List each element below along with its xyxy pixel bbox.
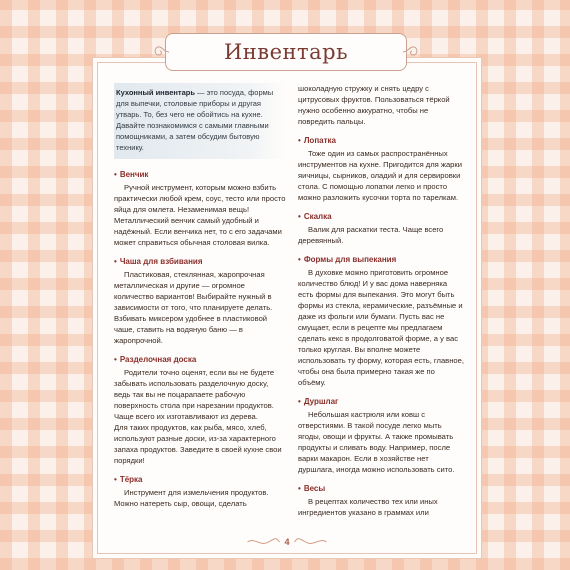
title-banner: [165, 33, 407, 71]
item-heading-bowl: • Чаша для взбивания: [114, 257, 203, 266]
flourish-right-icon: [402, 43, 420, 61]
intro-text: — это посуда, формы для выпечки, столовые приборы и другая утварь. То, без чего не обойтись на кухне. Давайте познакомимся с самыми главными помощниками, а затем обсудим бытовую технику.: [116, 88, 274, 152]
page-title: Инвентарь: [223, 40, 349, 64]
item-text-grater: Инструмент для измельчения продуктов. Можно натереть сыр, овощи, сделать: [114, 488, 269, 508]
item-heading-forms: • Формы для выпекания: [298, 255, 397, 264]
item-heading-rolling-pin: • Скалка: [298, 212, 332, 221]
item-heading-grater: • Тёрка: [114, 475, 143, 484]
item-heading-scales: • Весы: [298, 484, 326, 493]
ornament-right-icon: [294, 536, 328, 548]
page-sheet: [97, 62, 477, 554]
item-text-board-1: Родители точно оценят, если вы не будете забывать использовать разделочную доску, ведь так вы не поцарапаете рабочую поверхность стола при нарезании продуктов. Чаще всего их изготавливают из дерева.: [114, 368, 275, 421]
ornament-left-icon: [246, 536, 280, 548]
item-heading-board: • Разделочная доска: [114, 355, 197, 364]
item-heading-colander: • Дуршлаг: [298, 397, 339, 406]
item-heading-whisk: • Венчик: [114, 170, 149, 179]
page-number: 4: [246, 536, 327, 548]
intro-bold: Кухонный инвентарь: [116, 88, 195, 97]
item-text-forms: В духовке можно приготовить огромное количество блюд! И у вас дома наверняка есть формы для выпекания. Это могут быть формы из стекла, керамические, разъёмные и даже из фольги или бумаги. Пусть вас не смущает, если в рецепте мы предлагаем сделать кекс в продолговатой форме, а у вас только круглая. Вы вполне можете использовать ту форму, которая есть, главное, чтобы она была примерно такая же по объёму.: [298, 268, 464, 387]
right-column: [298, 83, 464, 518]
item-text-bowl: Пластиковая, стеклянная, жаропрочная металлическая и другие — огромное количество вариантов! Выбирайте нужный в зависимости от того, что планируете делать. Взбивать миксером удобнее в пластиковой чаше, ставить на водяную баню — в жаропрочной.: [114, 270, 273, 345]
item-text-spatula: Тоже один из самых распространённых инструментов на кухне. Пригодится для жарки яичницы, сырников, оладий и для сервировки стола. С помощью лопатки легко и просто можно разложить кусочки торта по тарелкам.: [298, 149, 462, 202]
intro-box: [114, 83, 286, 159]
item-heading-spatula: • Лопатка: [298, 136, 336, 145]
item-text-grater-cont: шоколадную стружку и снять цедру с цитрусовых фруктов. Пользоваться тёркой нужно особенно аккуратно, чтобы не повредить пальцы.: [298, 84, 450, 126]
item-text-colander: Небольшая кастрюля или ковш с отверстиями. В такой посуде легко мыть ягоды, овощи и фрукты. А также промывать продукты и сливать воду. Например, после варки макарон. Если в хозяйстве нет дуршлага, иногда можно использовать сито.: [298, 410, 455, 474]
item-text-whisk: Ручной инструмент, которым можно взбить практически любой крем, соус, тесто или просто яйца для омлета. Незаменимая вещь! Металлический венчик самый удобный и надёжный. Если венчика нет, то с его задачами может справиться обычная столовая вилка.: [114, 183, 286, 247]
left-column: [114, 83, 286, 509]
item-text-board-2: Для таких продуктов, как рыба, мясо, хлеб, используют разные доски, из-за характерного запаха продуктов. Заведите в своей кухне свои порядки!: [114, 423, 282, 465]
item-text-rolling-pin: Валик для раскатки теста. Чаще всего деревянный.: [298, 225, 444, 245]
flourish-left-icon: [152, 43, 170, 61]
item-text-scales: В рецептах количество тех или иных ингредиентов указано в граммах или: [298, 497, 438, 517]
